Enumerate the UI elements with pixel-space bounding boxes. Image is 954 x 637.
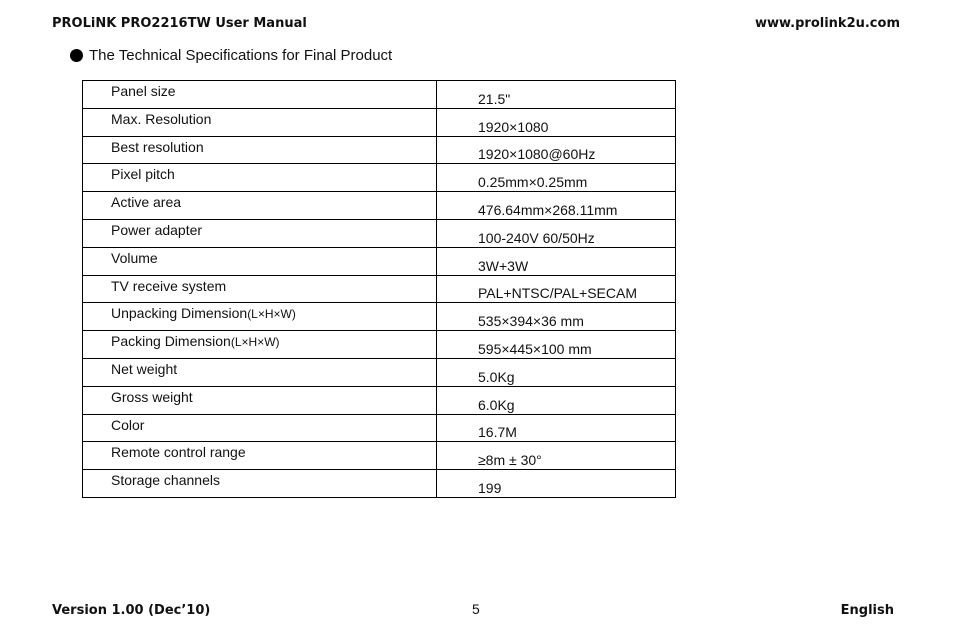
- spec-label-cell: [83, 470, 437, 498]
- spec-label: [111, 444, 436, 460]
- spec-label-text: Net weight: [111, 360, 178, 377]
- spec-value: 535×394×36 mm: [478, 313, 584, 330]
- spec-label-cell: [83, 219, 437, 247]
- spec-value: 21.5": [478, 90, 511, 107]
- spec-label-text: Pixel pitch: [111, 166, 175, 183]
- table-row: [83, 442, 676, 470]
- section-heading: [70, 47, 392, 64]
- spec-label-text: Remote control range: [111, 444, 246, 461]
- spec-label: [111, 417, 436, 433]
- spec-value-cell: [437, 414, 676, 442]
- version-label: Version 1.00 (Dec’10): [52, 603, 211, 618]
- spec-value-cell: [437, 192, 676, 220]
- spec-label-suffix: (L×H×W): [247, 307, 296, 322]
- table-row: [83, 81, 676, 109]
- table-row: [83, 470, 676, 498]
- spec-label: [111, 389, 436, 405]
- spec-value-cell: [437, 275, 676, 303]
- bullet-icon: [70, 49, 83, 62]
- spec-label: [111, 278, 436, 294]
- spec-label-cell: [83, 331, 437, 359]
- specs-table: [82, 80, 676, 498]
- table-row: [83, 358, 676, 386]
- spec-label-text: Best resolution: [111, 138, 204, 155]
- spec-value: 3W+3W: [478, 257, 529, 274]
- spec-label-suffix: (L×H×W): [230, 335, 280, 350]
- spec-value: 16.7M: [478, 424, 517, 441]
- website-url: www.prolink2u.com: [754, 16, 900, 31]
- spec-label-text: Gross weight: [111, 388, 193, 405]
- spec-value-cell: [437, 108, 676, 136]
- page-number: 5: [472, 601, 480, 617]
- table-row: [83, 219, 676, 247]
- spec-value: 595×445×100 mm: [478, 340, 592, 357]
- spec-value-cell: [437, 247, 676, 275]
- spec-label-text: Packing Dimension: [111, 333, 231, 350]
- spec-label: [111, 361, 436, 377]
- spec-label-cell: [83, 192, 437, 220]
- spec-label: [111, 222, 436, 238]
- spec-value: 476.64mm×268.11mm: [478, 201, 618, 218]
- spec-label-cell: [83, 136, 437, 164]
- table-row: [83, 331, 676, 359]
- spec-label-text: Max. Resolution: [111, 110, 212, 127]
- spec-label: [111, 333, 436, 349]
- table-row: [83, 192, 676, 220]
- language-label: English: [840, 603, 894, 618]
- spec-label-text: Active area: [111, 194, 182, 211]
- spec-label-cell: [83, 108, 437, 136]
- table-row: [83, 414, 676, 442]
- table-row: [83, 303, 676, 331]
- spec-value-cell: [437, 386, 676, 414]
- spec-label: [111, 250, 436, 266]
- spec-label: [111, 194, 436, 210]
- spec-value-cell: [437, 164, 676, 192]
- spec-label-text: Panel size: [111, 83, 176, 99]
- table-row: [83, 136, 676, 164]
- spec-label-cell: [83, 386, 437, 414]
- spec-label-cell: [83, 303, 437, 331]
- spec-label-cell: [83, 275, 437, 303]
- table-row: [83, 108, 676, 136]
- spec-label: [111, 472, 436, 488]
- table-row: [83, 247, 676, 275]
- spec-label: [111, 111, 436, 127]
- table-row: [83, 164, 676, 192]
- spec-value: 1920×1080: [478, 118, 549, 135]
- spec-value-cell: [437, 470, 676, 498]
- spec-label-text: Color: [111, 416, 145, 433]
- manual-title: PROLiNK PRO2216TW User Manual: [52, 16, 307, 31]
- spec-label-text: Unpacking Dimension: [111, 305, 248, 322]
- table-row: [83, 386, 676, 414]
- spec-value: 100-240V 60/50Hz: [478, 229, 595, 246]
- spec-value: 1920×1080@60Hz: [478, 146, 596, 163]
- spec-value-cell: [437, 303, 676, 331]
- spec-label-text: Volume: [111, 249, 158, 266]
- spec-value-cell: [437, 331, 676, 359]
- spec-value: 6.0Kg: [478, 396, 515, 413]
- spec-label-cell: [83, 247, 437, 275]
- spec-label-text: Power adapter: [111, 221, 203, 238]
- spec-label: [111, 166, 436, 182]
- spec-value: 0.25mm×0.25mm: [478, 174, 588, 191]
- spec-label: [111, 83, 436, 99]
- spec-value-cell: [437, 136, 676, 164]
- spec-label-cell: [83, 442, 437, 470]
- spec-label-text: Storage channels: [111, 472, 220, 489]
- spec-label-cell: [83, 164, 437, 192]
- spec-label-cell: [83, 81, 437, 109]
- spec-label-text: TV receive system: [111, 277, 227, 294]
- spec-value-cell: [437, 358, 676, 386]
- spec-value-cell: [437, 219, 676, 247]
- spec-label: [111, 305, 436, 321]
- spec-value: ≥8m ± 30°: [478, 452, 542, 469]
- spec-label-cell: [83, 358, 437, 386]
- spec-value: 199: [478, 479, 502, 496]
- spec-label: [111, 139, 436, 155]
- spec-label-cell: [83, 414, 437, 442]
- table-row: [83, 275, 676, 303]
- spec-value-cell: [437, 442, 676, 470]
- section-title: The Technical Specifications for Final Product: [89, 47, 393, 64]
- spec-value: PAL+NTSC/PAL+SECAM: [478, 285, 637, 302]
- spec-value: 5.0Kg: [478, 368, 515, 385]
- spec-value-cell: [437, 81, 676, 109]
